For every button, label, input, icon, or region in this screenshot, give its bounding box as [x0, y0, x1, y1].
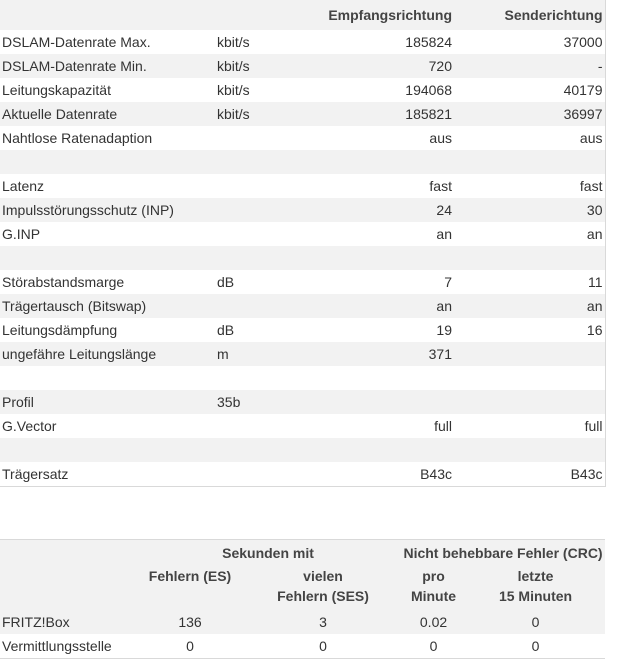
row-label: Trägersatz [2, 466, 69, 482]
row-unit: 35b [217, 394, 241, 410]
row-label: DSLAM-Datenrate Min. [2, 58, 147, 74]
tx-value: 30 [586, 202, 603, 218]
rx-value [308, 150, 454, 174]
dsl-table-row [0, 174, 605, 198]
rx-value: B43c [420, 466, 452, 482]
rx-value: 185821 [405, 106, 452, 122]
tx-value: 36997 [563, 106, 603, 122]
row-label: Nahtlose Ratenadaption [2, 130, 153, 146]
error-row-fritzbox [0, 610, 605, 634]
rx-value: 24 [436, 202, 452, 218]
header-rx: Empfangsrichtung [328, 7, 452, 23]
dsl-table-row [0, 150, 605, 174]
row-label: FRITZ!Box [2, 614, 70, 630]
dsl-table-row [0, 438, 605, 462]
tx-value [454, 246, 605, 270]
tx-value: 37000 [563, 34, 603, 50]
tx-value: 16 [586, 322, 603, 338]
dsl-table-row [0, 222, 605, 246]
es-value: 136 [178, 614, 202, 630]
row-label: Impulsstörungsschutz (INP) [2, 202, 174, 218]
dsl-table-row [0, 462, 605, 487]
row-unit [215, 366, 308, 390]
rx-value: aus [429, 130, 452, 146]
row-label: Vermittlungsstelle [2, 638, 112, 654]
rx-value: 185824 [405, 34, 452, 50]
error-group-header-row [0, 540, 605, 567]
row-unit [215, 246, 308, 270]
row-unit [215, 414, 308, 438]
dsl-table-row [0, 414, 605, 438]
dsl-table-header [0, 0, 605, 30]
dsl-table-row [0, 390, 605, 414]
rx-value: an [436, 226, 452, 242]
dsl-table-row [0, 342, 605, 366]
rx-value: 7 [444, 274, 452, 290]
per-minute-value: 0.02 [419, 614, 448, 630]
row-label: DSLAM-Datenrate Max. [2, 34, 151, 50]
row-unit [215, 150, 308, 174]
row-label [0, 438, 215, 462]
row-label: Profil [2, 394, 34, 410]
dsl-table-row [0, 318, 605, 342]
row-unit: kbit/s [217, 106, 250, 122]
tx-value: B43c [570, 466, 603, 482]
row-label: G.Vector [2, 418, 57, 434]
header-ses: vielen Fehlern (SES) [277, 568, 369, 604]
header-per-minute: pro Minute [410, 568, 457, 604]
error-stats-table [0, 539, 605, 659]
rx-value: 194068 [405, 82, 452, 98]
tx-value: an [586, 226, 603, 242]
header-tx: Senderichtung [504, 7, 603, 23]
dsl-table-row [0, 294, 605, 318]
rx-value: 371 [428, 346, 452, 362]
tx-value [454, 366, 605, 390]
rx-value: full [434, 418, 452, 434]
dsl-table-row [0, 126, 605, 150]
rx-value [308, 438, 454, 462]
row-unit: kbit/s [217, 82, 250, 98]
es-value: 0 [186, 638, 194, 654]
row-label: Trägertausch (Bitswap) [2, 298, 147, 314]
dsl-table-row [0, 54, 605, 78]
row-unit: dB [217, 274, 235, 290]
dsl-table-row [0, 366, 605, 390]
header-crc: Nicht behebbare Fehler (CRC) [403, 545, 603, 561]
row-label: G.INP [2, 226, 41, 242]
dsl-table-row [0, 102, 605, 126]
dsl-table-row [0, 78, 605, 102]
row-unit: kbit/s [217, 58, 250, 74]
tx-value [454, 438, 605, 462]
row-unit [215, 462, 308, 487]
tx-value [454, 390, 605, 414]
row-unit [215, 222, 308, 246]
rx-value: fast [429, 178, 452, 194]
row-label: Aktuelle Datenrate [2, 106, 118, 122]
error-sub-header-row [0, 566, 605, 610]
header-label [0, 0, 215, 30]
row-label: Störabstandsmarge [2, 274, 125, 290]
row-label [0, 150, 215, 174]
tx-value [454, 342, 605, 366]
dsl-table-row [0, 246, 605, 270]
row-unit [215, 438, 308, 462]
dsl-table-row [0, 198, 605, 222]
tx-value [454, 150, 605, 174]
error-row-exchange [0, 634, 605, 659]
tx-value: 40179 [563, 82, 603, 98]
row-label: Leitungskapazität [2, 82, 111, 98]
header-last-15-minutes: letzte 15 Minuten [498, 568, 573, 604]
row-label: ungefähre Leitungslänge [2, 346, 157, 362]
tx-value: - [597, 58, 603, 74]
tx-value: full [584, 418, 603, 434]
tx-value: aus [579, 130, 603, 146]
last-15-value: 0 [531, 638, 540, 654]
row-unit: m [217, 346, 229, 362]
rx-value [308, 366, 454, 390]
row-unit [215, 294, 308, 318]
last-15-value: 0 [531, 614, 540, 630]
rx-value [308, 390, 454, 414]
per-minute-value: 0 [429, 638, 438, 654]
row-label: Latenz [2, 178, 45, 194]
rx-value: 19 [436, 322, 452, 338]
tx-value: fast [579, 178, 603, 194]
header-seconds-with: Sekunden mit [222, 545, 314, 561]
row-unit [215, 126, 308, 150]
dsl-table-row [0, 270, 605, 294]
row-label: Leitungsdämpfung [2, 322, 118, 338]
row-unit: kbit/s [217, 34, 250, 50]
tx-value: 11 [587, 274, 603, 290]
ses-value: 3 [319, 614, 327, 630]
header-unit [215, 0, 308, 30]
row-unit: dB [217, 322, 235, 338]
row-label [0, 366, 215, 390]
row-unit [215, 174, 308, 198]
dsl-table-row [0, 30, 605, 54]
rx-value: 720 [428, 58, 452, 74]
ses-value: 0 [319, 638, 327, 654]
row-label [0, 246, 215, 270]
rx-value [308, 246, 454, 270]
row-unit [215, 198, 308, 222]
tx-value: an [586, 298, 603, 314]
header-es: Fehlern (ES) [148, 568, 232, 584]
rx-value: an [436, 298, 452, 314]
